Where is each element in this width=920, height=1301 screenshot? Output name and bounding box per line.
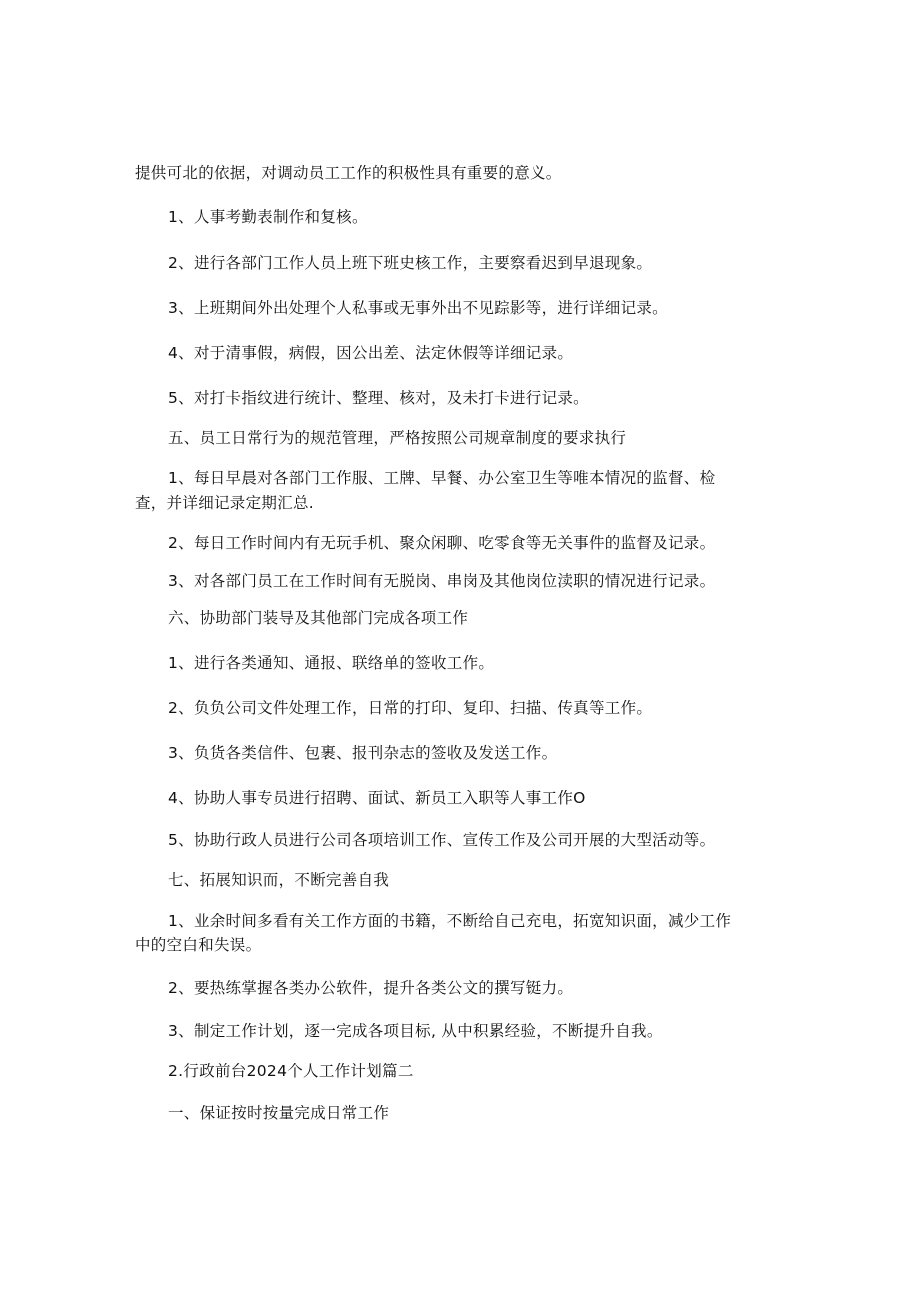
article-title-part-two: 2.行政前台2024个人工作计划篇二	[168, 1062, 414, 1080]
list-item-admin-assist: 5、协助行政人员进行公司各项培训工作、宣传工作及公司开展的大型活动等。	[168, 831, 716, 849]
list-item-morning-inspection-continued: 查，并详细记录定期汇总.	[135, 494, 315, 512]
list-item-work-behavior: 2、每日工作时间内有无玩手机、聚众闲聊、吃零食等无关事件的监督及记录。	[168, 534, 716, 552]
list-item-commute-check: 2、进行各部门工作人员上班下班史核工作，主要察看迟到早退现象。	[168, 254, 653, 272]
paragraph-intro-continuation: 提供可北的依据，对调动员工工作的积极性具有重要的意义。	[135, 164, 562, 182]
list-item-work-plan: 3、制定工作计划，逐一完成各项目标, 从中积累经验，不断提升自我。	[168, 1022, 663, 1040]
section-heading-six: 六、协助部门装导及其他部门完成各项工作	[168, 609, 469, 627]
list-item-morning-inspection: 1、每日早晨对各部门工作服、工牌、早餐、办公室卫生等唯本情况的监督、检	[168, 469, 716, 487]
list-item-reading: 1、业余时间多看有关工作方面的书籍，不断给自己充电，拓宽知识面，减少工作	[168, 912, 732, 930]
list-item-absence-record: 3、对各部门员工在工作时间有无脱岗、串岗及其他岗位渎职的情况进行记录。	[168, 572, 716, 590]
section-heading-one: 一、保证按时按量完成日常工作	[168, 1104, 390, 1122]
list-item-hr-assist: 4、协助人事专员进行招聘、面试、新员工入职等人事工作O	[168, 789, 586, 807]
list-item-leave-record: 4、对于清事假，病假，因公出差、法定休假等详细记录。	[168, 344, 574, 362]
list-item-mail-handling: 3、负货各类信件、包裹、报刊杂志的签收及发送工作。	[168, 744, 558, 762]
list-item-attendance-sheet: 1、人事考勤表制作和复核。	[168, 208, 368, 226]
list-item-file-handling: 2、负负公司文件处理工作，日常的打印、复印、扫描、传真等工作。	[168, 699, 653, 717]
list-item-notices: 1、进行各类通知、通报、联络单的签收工作。	[168, 654, 495, 672]
section-heading-seven: 七、拓展知识而，不断完善自我	[168, 871, 390, 889]
section-heading-five: 五、员工日常行为的规范管理，严格按照公司规章制度的要求执行	[168, 429, 627, 447]
list-item-office-software: 2、要热练掌握各类办公软件，提升各类公文的撰写铤力。	[168, 979, 574, 997]
list-item-fingerprint-stats: 5、对打卡指纹进行统计、整理、核对，及未打卡进行记录。	[168, 389, 589, 407]
list-item-outing-record: 3、上班期间外出处理个人私事或无事外出不见踪影等，进行详细记录。	[168, 299, 668, 317]
list-item-reading-continued: 中的空白和失误。	[135, 936, 262, 954]
